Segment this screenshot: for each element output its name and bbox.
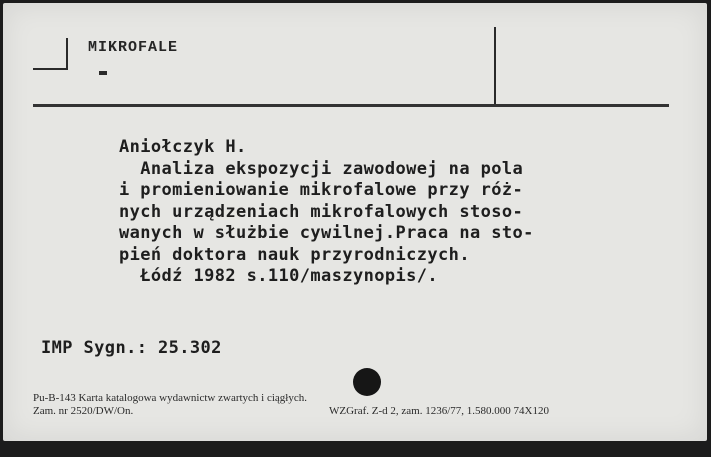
- catalog-card: [3, 3, 707, 441]
- body-line: nych urządzeniach mikrofalowych stoso-: [119, 201, 524, 222]
- punch-hole: [353, 368, 381, 396]
- card-body: [119, 137, 534, 288]
- body-line: i promieniowanie mikrofalowe przy róż-: [119, 180, 524, 200]
- body-line-imprint: Łódź 1982 s.110/maszynopis/.: [119, 266, 439, 286]
- footer-line-2: [33, 405, 549, 418]
- vertical-rule: [494, 27, 496, 105]
- heading-dash: [99, 71, 107, 75]
- body-line: Analiza ekspozycji zawodowej na pola: [119, 158, 524, 179]
- body-line: pień doktora nauk przyrodniczych.: [119, 244, 470, 265]
- footer-order-number: Zam. nr 2520/DW/On.: [33, 405, 134, 417]
- footer-form-id: Pu-B-143 Karta katalogowa wydawnictw zwartych i ciągłych.: [33, 392, 307, 404]
- card-heading: MIKROFALE: [88, 39, 179, 56]
- horizontal-rule: [33, 104, 669, 107]
- footer-printer-info: WZGraf. Z-d 2, zam. 1236/77, 1.580.000 74X120: [329, 405, 549, 417]
- body-line: wanych w służbie cywilnej.Praca na sto-: [119, 223, 534, 243]
- corner-mark-vertical: [66, 38, 68, 70]
- body-line-author: Aniołczyk H.: [119, 137, 247, 157]
- card-footer: [33, 392, 549, 418]
- footer-line-1: [33, 392, 307, 405]
- corner-mark: [33, 68, 67, 70]
- call-number: IMP Sygn.: 25.302: [41, 338, 222, 358]
